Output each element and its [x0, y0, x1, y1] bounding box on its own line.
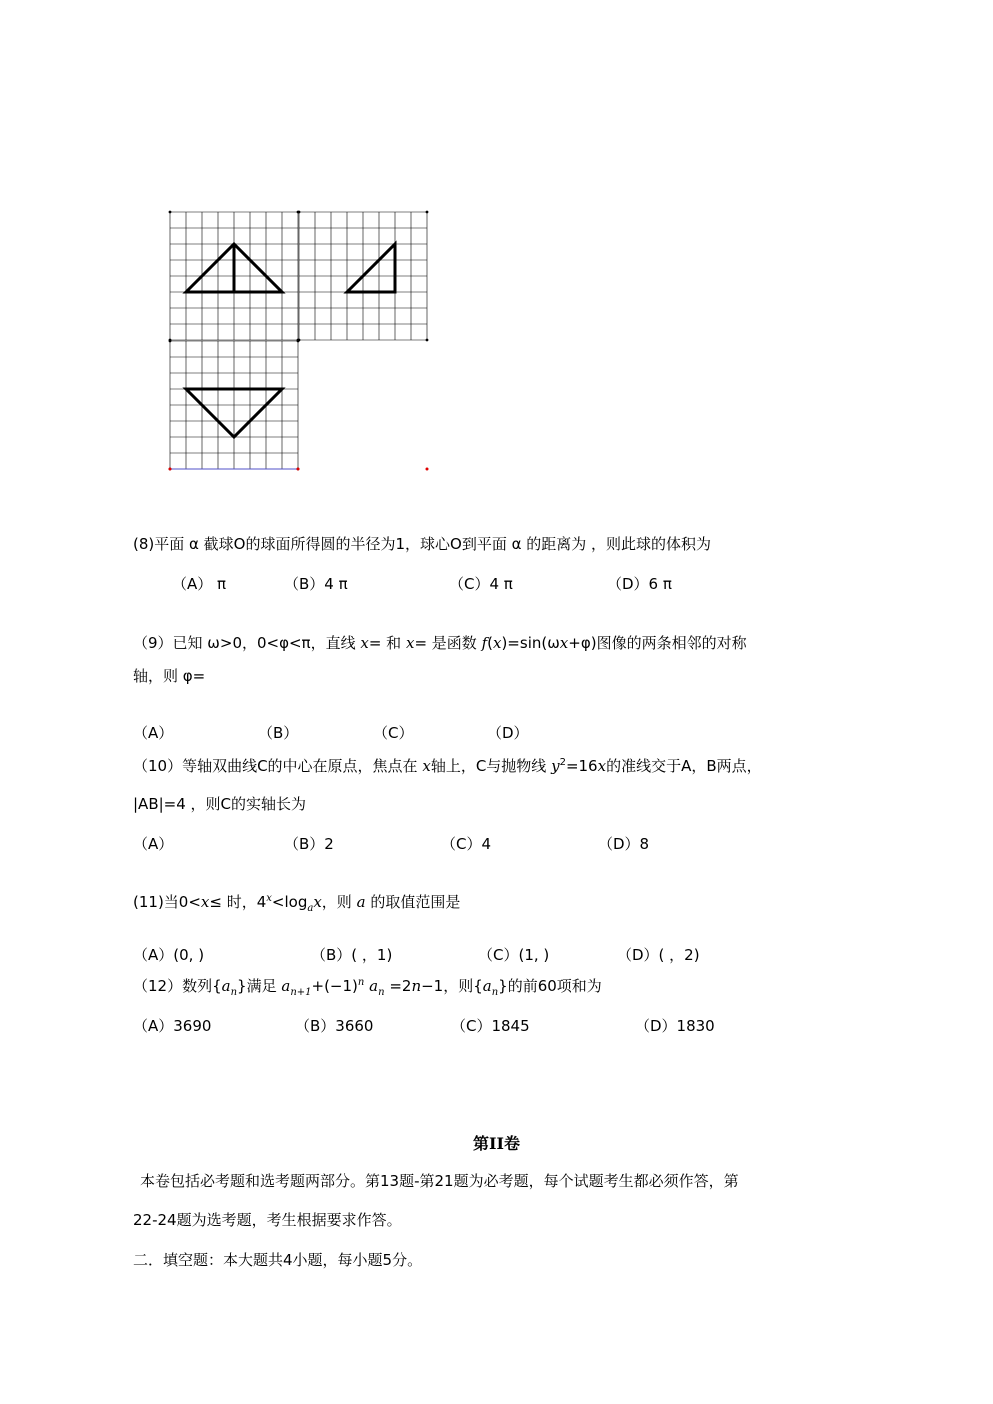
fill-in-section-heading: 二．填空题：本大题共4小题，每小题5分。: [133, 1251, 423, 1269]
q12-option-c: （C）1845: [451, 1017, 530, 1035]
q8-option-a: （A） π: [172, 575, 227, 593]
three-view-figure: [164, 206, 434, 476]
part2-intro-line2: 22-24题为选考题，考生根据要求作答。: [133, 1211, 402, 1229]
corner-dot: [297, 468, 300, 471]
grid-corner-dot: [426, 339, 429, 342]
grid-corner-dot: [297, 340, 300, 343]
part2-intro-line1: 本卷包括必考题和选考题两部分。第13题-第21题为必考题，每个试题考生都必须作答，第: [140, 1172, 739, 1190]
grid-corner-dot: [426, 211, 429, 214]
grid-corner-dot: [169, 211, 172, 214]
q10-option-c: （C）4: [441, 835, 492, 853]
q12-stem: （12）数列$\{a_n\}$满足 $a_{n+1}+(-1)^n$ $a_n =2n-1$，则$\{a_n\}$的前60项和为: [133, 977, 602, 998]
part2-title: 第II卷: [473, 1134, 520, 1153]
q10-option-d: （D）8: [598, 835, 650, 853]
q11-option-b: （B）( ，1): [311, 946, 393, 964]
q11-option-a: （A）(0, ): [133, 946, 205, 964]
q12-option-a: （A）3690: [133, 1017, 212, 1035]
grid-corner-dot: [169, 340, 172, 343]
q10-option-b: （B）2: [284, 835, 334, 853]
q9-option-d: （D）: [487, 724, 529, 742]
q12-option-d: （D）1830: [635, 1017, 715, 1035]
q12-option-b: （B）3660: [295, 1017, 374, 1035]
q11-stem: (11)当0<x≤ 时，$4^x<\log_ax$，则 a 的取值范围是: [133, 893, 461, 914]
corner-dot: [169, 468, 172, 471]
top-view-grid: [169, 340, 300, 471]
q8-stem: (8)平面 α 截球O的球面所得圆的半径为1，球心O到平面 α 的距离为 ，则此球的体积为: [133, 535, 712, 553]
q8-option-d: （D）6 π: [607, 575, 672, 593]
q9-option-b: （B）: [258, 724, 299, 742]
q9-stem: （9）已知 ω>0，0<φ<π，直线 x= 和 x= 是函数 f(x)=sin(ωx+φ)图像的两条相邻的对称: [133, 634, 747, 652]
grid-corner-dot: [298, 211, 301, 214]
q11-option-c: （C）(1, ): [478, 946, 550, 964]
q11-option-d: （D）( ，2): [617, 946, 700, 964]
q10-option-a: （A）: [133, 835, 174, 853]
q10-stem: （10）等轴双曲线C的中心在原点，焦点在 x轴上，C与抛物线 $y^2=16x$的准线交于A，B两点，: [133, 757, 762, 775]
q9-stem-line2: 轴，则 φ=: [133, 667, 206, 685]
q8-option-b: （B）4 π: [284, 575, 348, 593]
side-view-triangle: [347, 244, 395, 292]
q10-stem-line2: |AB|=4 ，则C的实轴长为: [133, 795, 307, 813]
q8-option-c: （C）4 π: [449, 575, 513, 593]
corner-dot: [426, 468, 429, 471]
q9-option-a: （A）: [133, 724, 174, 742]
q9-option-c: （C）: [373, 724, 414, 742]
